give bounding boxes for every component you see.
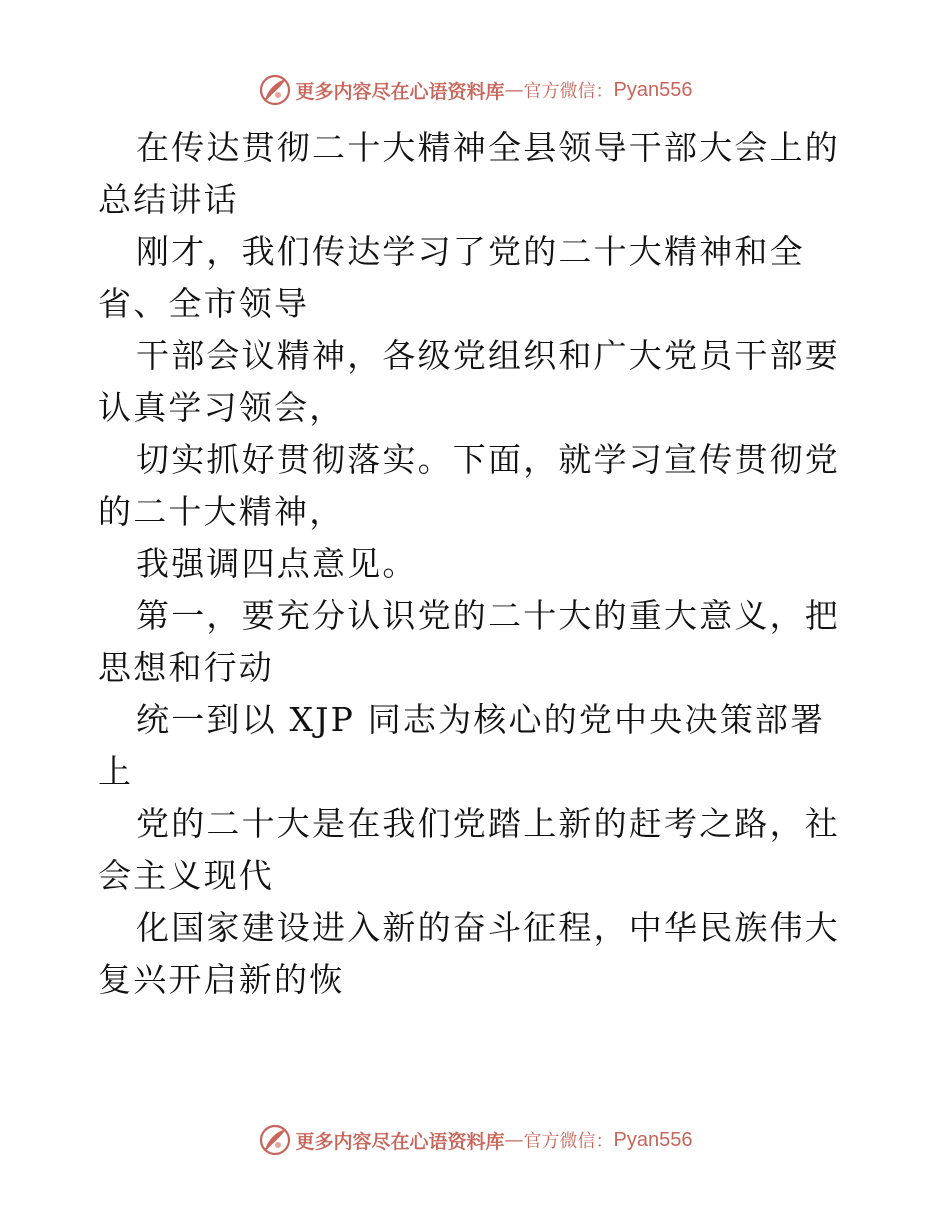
paragraph: 干部会议精神，各级党组织和广大党员干部要认真学习领会， bbox=[98, 336, 840, 427]
header-banner bbox=[0, 72, 950, 108]
banner-separator: — bbox=[504, 1129, 524, 1151]
paragraph: 统一到以 XJP 同志为核心的党中央决策部署上 bbox=[98, 700, 826, 791]
banner-wechat-label: 官方微信： bbox=[523, 81, 614, 102]
paragraph: 切实抓好贯彻落实。下面，就学习宣传贯彻党的二十大精神， bbox=[98, 440, 840, 531]
paragraph: 刚才，我们传达学习了党的二十大精神和全省、全市领导 bbox=[98, 232, 805, 323]
banner-wechat-id: Pyan556 bbox=[613, 1128, 693, 1151]
writing-quill-logo-icon bbox=[258, 1123, 292, 1157]
paragraph: 党的二十大是在我们党踏上新的赶考之路，社会主义现代 bbox=[98, 804, 840, 895]
paragraph: 我强调四点意见。 bbox=[136, 544, 418, 583]
section-heading: 第一，要充分认识党的二十大的重大意义，把思想和行动 bbox=[98, 596, 840, 687]
document-body bbox=[98, 122, 858, 1006]
banner-separator: — bbox=[504, 79, 524, 101]
banner-wechat-label: 官方微信： bbox=[523, 1131, 614, 1152]
paragraph: 化国家建设进入新的奋斗征程，中华民族伟大复兴开启新的恢 bbox=[98, 908, 840, 999]
document-title: 在传达贯彻二十大精神全县领导干部大会上的总结讲话 bbox=[98, 128, 840, 219]
banner-text: 更多内容尽在心语资料库 bbox=[295, 80, 505, 103]
banner-text: 更多内容尽在心语资料库 bbox=[295, 1130, 505, 1153]
banner-wechat-id: Pyan556 bbox=[613, 78, 693, 101]
footer-banner bbox=[0, 1122, 950, 1158]
writing-quill-logo-icon bbox=[258, 73, 292, 107]
